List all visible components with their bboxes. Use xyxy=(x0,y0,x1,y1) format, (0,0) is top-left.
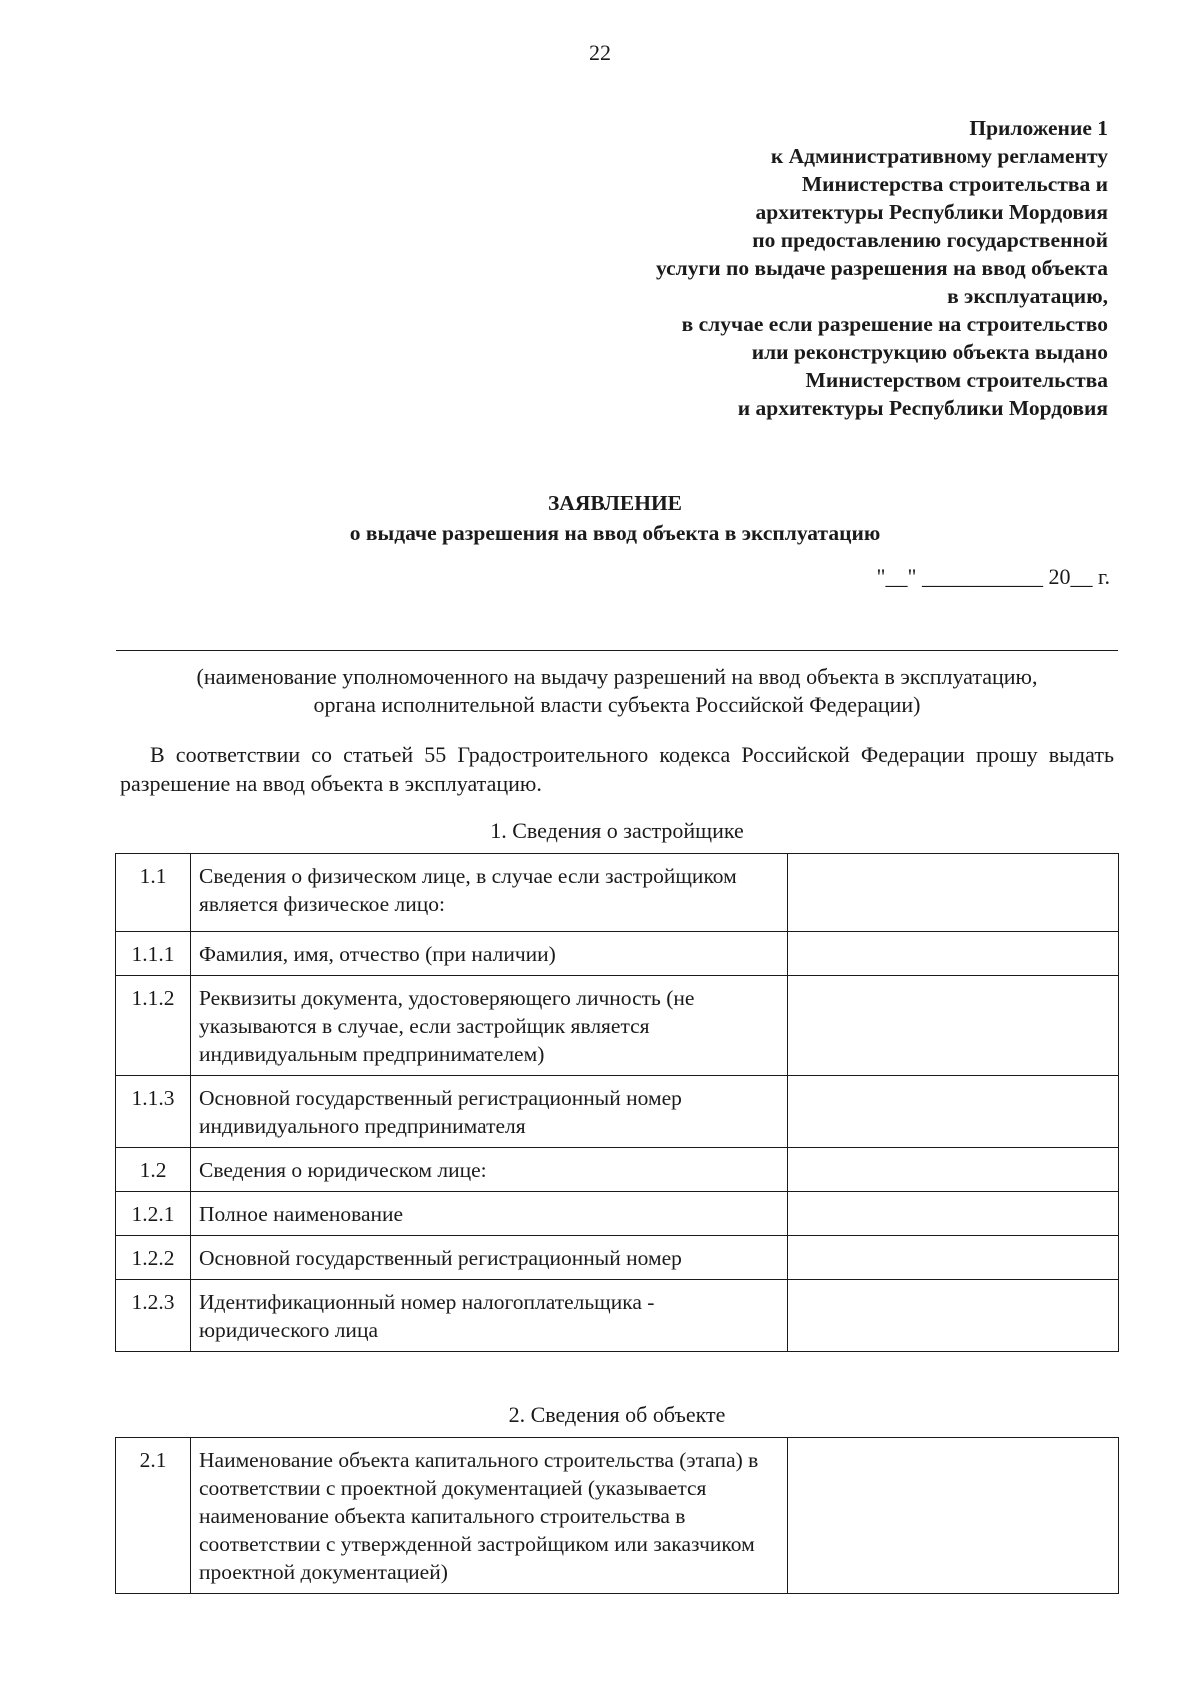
row-number: 1.2.2 xyxy=(116,1236,191,1280)
table-row xyxy=(116,1236,1119,1280)
developer-info-table xyxy=(115,853,1119,1352)
table-row xyxy=(116,1280,1119,1352)
row-label: Основной государственный регистрационный номер индивидуального предпринимателя xyxy=(191,1076,788,1148)
section-1-title: 1. Сведения о застройщике xyxy=(490,818,744,843)
table-row xyxy=(116,932,1119,976)
row-value-field[interactable] xyxy=(788,854,1119,932)
appendix-line: по предоставлению государственной xyxy=(752,228,1108,252)
row-value-field[interactable] xyxy=(788,1438,1119,1594)
row-value-field[interactable] xyxy=(788,1076,1119,1148)
intro-paragraph: В соответствии со статьей 55 Градостроительного кодекса Российской Федерации прошу выдать разрешение на ввод объекта в эксплуатацию. xyxy=(120,742,1114,796)
row-number: 2.1 xyxy=(116,1438,191,1594)
appendix-line: в случае если разрешение на строительство xyxy=(681,312,1108,336)
row-value-field[interactable] xyxy=(788,932,1119,976)
table-row xyxy=(116,976,1119,1076)
caption-line: (наименование уполномоченного на выдачу разрешений на ввод объекта в эксплуатацию, xyxy=(196,664,1038,689)
row-number: 1.2.1 xyxy=(116,1192,191,1236)
appendix-line: Министерства строительства и xyxy=(801,172,1108,196)
row-label: Фамилия, имя, отчество (при наличии) xyxy=(191,932,788,976)
row-number: 1.1.3 xyxy=(116,1076,191,1148)
row-number: 1.1.2 xyxy=(116,976,191,1076)
title-heading: ЗАЯВЛЕНИЕ xyxy=(547,491,683,515)
page-number: 22 xyxy=(589,40,611,65)
appendix-header xyxy=(408,114,1108,422)
row-value-field[interactable] xyxy=(788,1148,1119,1192)
section-2-title: 2. Сведения об объекте xyxy=(508,1402,726,1427)
row-label: Реквизиты документа, удостоверяющего личность (не указываются в случае, если застройщик является индивидуальным предпринимателем) xyxy=(191,976,788,1076)
row-number: 1.2.3 xyxy=(116,1280,191,1352)
table-row xyxy=(116,1192,1119,1236)
row-value-field[interactable] xyxy=(788,1280,1119,1352)
table-row xyxy=(116,854,1119,932)
document-title xyxy=(0,488,1200,548)
row-number: 1.1.1 xyxy=(116,932,191,976)
table-row xyxy=(116,1076,1119,1148)
object-info-table xyxy=(115,1437,1119,1594)
row-label: Основной государственный регистрационный номер xyxy=(191,1236,788,1280)
authority-name-line[interactable] xyxy=(116,650,1118,651)
row-label: Полное наименование xyxy=(191,1192,788,1236)
row-number: 1.1 xyxy=(116,854,191,932)
appendix-line: к Административному регламенту xyxy=(770,144,1108,168)
appendix-line: Министерством строительства xyxy=(805,368,1108,392)
table-row xyxy=(116,1148,1119,1192)
row-value-field[interactable] xyxy=(788,976,1119,1076)
row-label: Наименование объекта капитального строительства (этапа) в соответствии с проектной документацией (указывается наименование объекта капитального строительства в соответствии с утвержденной застройщиком или заказчиком проектной документацией) xyxy=(191,1438,788,1594)
appendix-line: услуги по выдаче разрешения на ввод объекта xyxy=(656,256,1108,280)
title-subheading: о выдаче разрешения на ввод объекта в эксплуатацию xyxy=(349,521,881,545)
date-line[interactable]: "__" ___________ 20__ г. xyxy=(876,564,1110,589)
table-row xyxy=(116,1438,1119,1594)
row-label: Сведения о физическом лице, в случае если застройщиком является физическое лицо: xyxy=(191,854,788,932)
row-label: Идентификационный номер налогоплательщика - юридического лица xyxy=(191,1280,788,1352)
appendix-line: или реконструкцию объекта выдано xyxy=(751,340,1108,364)
authority-caption xyxy=(116,663,1118,719)
row-value-field[interactable] xyxy=(788,1192,1119,1236)
caption-line: органа исполнительной власти субъекта Российской Федерации) xyxy=(313,692,921,717)
appendix-line: Приложение 1 xyxy=(969,116,1108,140)
row-value-field[interactable] xyxy=(788,1236,1119,1280)
appendix-line: в эксплуатацию, xyxy=(947,284,1108,308)
row-label: Сведения о юридическом лице: xyxy=(191,1148,788,1192)
appendix-line: и архитектуры Республики Мордовия xyxy=(737,396,1108,420)
row-number: 1.2 xyxy=(116,1148,191,1192)
appendix-line: архитектуры Республики Мордовия xyxy=(755,200,1108,224)
